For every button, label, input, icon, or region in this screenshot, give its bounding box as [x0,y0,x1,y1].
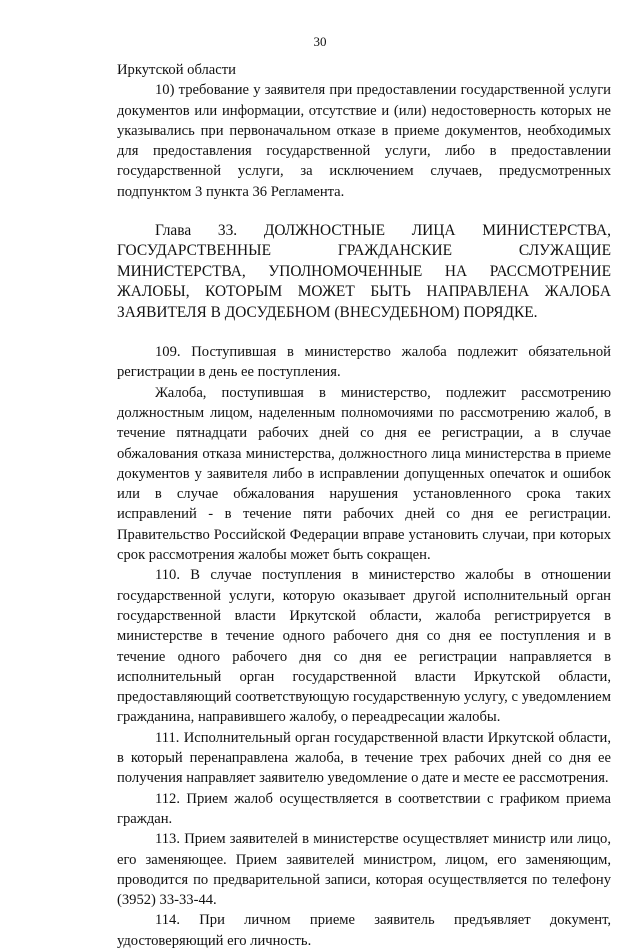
page-number: 30 [313,34,327,49]
paragraph-111: 111. Исполнительный орган государственной власти Иркутской области, в который перенаправлена жалоба, в течение трех рабочих дней со дня ее получения направляет заявителю уведомление о дате и месте ее рассмотрения. [117,729,611,787]
paragraph-112: 112. Прием жалоб осуществляется в соответствии с графиком приема граждан. [117,790,611,827]
chapter-heading: Глава 33. ДОЛЖНОСТНЫЕ ЛИЦА МИНИСТЕРСТВА, ГОСУДАРСТВЕННЫЕ ГРАЖДАНСКИЕ СЛУЖАЩИЕ МИНИСТЕРСТВА, УПОЛНОМОЧЕННЫЕ НА РАССМОТРЕНИЕ ЖАЛОБЫ, КОТОРЫМ МОЖЕТ БЫТЬ НАПРАВЛЕНА ЖАЛОБА ЗАЯВИТЕЛЯ В ДОСУДЕБНОМ (ВНЕСУДЕБНОМ) ПОРЯДКЕ. [117,222,611,321]
paragraph-110: 110. В случае поступления в министерство жалобы в отношении государственной услуги, которую оказывает другой исполнительный орган государственной власти Иркутской области, жалоба регистрируется в министерстве в течение одного рабочего дня со дня ее поступления и в течение одного рабочего дня со дня ее регистрации направляется в исполнительный орган государственной власти Иркутской области, предоставляющий соответствующую государственную услугу, с уведомлением гражданина, направившего жалобу, о переадресации жалобы. [117,567,611,726]
item-10-paragraph: 10) требование у заявителя при предоставлении государственной услуги документов или информации, отсутствие и (или) недостоверность которых не указывались при первоначальном отказе в приеме документов, необходимых для предоставления государственной услуги, либо в предоставлении государственной услуги, за исключением случаев, предусмотренных подпунктом 3 пункта 36 Регламента. [117,82,611,200]
paragraph-109: 109. Поступившая в министерство жалоба подлежит обязательной регистрации в день ее поступления. [117,344,611,381]
page-content [117,60,611,951]
paragraph-109-complaint: Жалоба, поступившая в министерство, подлежит рассмотрению должностным лицом, наделенным полномочиями по рассмотрению жалоб, в течение пятнадцати рабочих дней со дня ее регистрации, а в случае обжалования отказа министерства, должностного лица министерства в приеме документов у заявителя либо в исправлении допущенных опечаток и ошибок или в случае обжалования нарушения установленного срока таких исправлений - в течение пяти рабочих дней со дня ее регистрации. Правительство Российской Федерации вправе установить случаи, при которых срок рассмотрения жалобы может быть сокращен. [117,384,611,564]
paragraph-114: 114. При личном приеме заявитель предъявляет документ, удостоверяющий его личность. [117,912,611,949]
paragraph-113: 113. Прием заявителей в министерстве осуществляет министр или лицо, его заменяющее. Прием заявителей министром, лицом, его заменяющим, проводится по предварительной записи, которая осуществляется по телефону (3952) 33-33-44. [117,831,611,909]
intro-line: Иркутской области [117,62,236,78]
